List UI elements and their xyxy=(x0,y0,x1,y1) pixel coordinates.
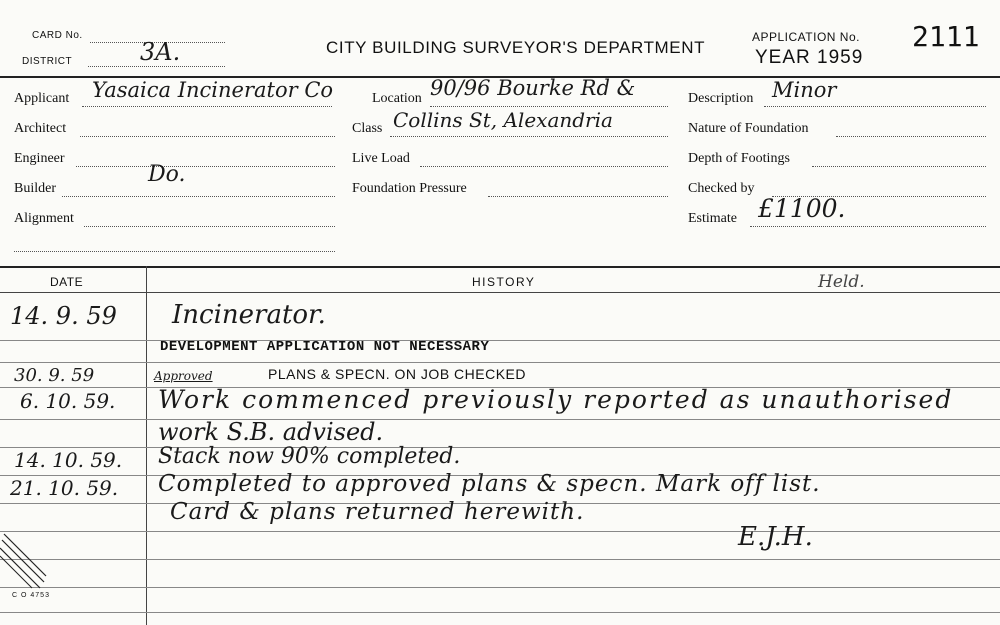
class-value: Collins St, Alexandria xyxy=(393,108,613,132)
architect-line xyxy=(80,136,335,137)
date-column-divider xyxy=(146,266,147,625)
checked-by-label: Checked by xyxy=(688,181,755,196)
application-no-label: APPLICATION No. xyxy=(752,30,860,44)
form-code: C O 4753 xyxy=(12,592,50,599)
description-line xyxy=(764,106,986,107)
depth-of-footings-label: Depth of Footings xyxy=(688,151,790,166)
year-label: YEAR 1959 xyxy=(755,47,864,68)
location-label: Location xyxy=(372,91,422,106)
row-line-2 xyxy=(0,362,1000,363)
district-label: DISTRICT xyxy=(22,56,73,67)
description-value: Minor xyxy=(772,78,837,102)
entry-text: Work commenced previously reported as unauthorised xyxy=(158,385,954,414)
builder-value: Do. xyxy=(148,162,186,187)
department-title: CITY BUILDING SURVEYOR'S DEPARTMENT xyxy=(326,38,706,57)
applicant-value: Yasaica Incinerator Co xyxy=(92,78,334,102)
initials-signature: E.J.H. xyxy=(738,522,813,552)
engineer-line xyxy=(76,166,335,167)
live-load-line xyxy=(420,166,668,167)
district-value: 3A. xyxy=(140,38,181,66)
date-header: DATE xyxy=(50,275,84,289)
entry-stamp: PLANS & SPECN. ON JOB CHECKED xyxy=(268,366,527,382)
location-value: 90/96 Bourke Rd & xyxy=(430,76,636,100)
corner-hatch-marks xyxy=(0,530,50,590)
description-label: Description xyxy=(688,91,754,106)
builder-label: Builder xyxy=(14,181,56,196)
foundation-pressure-label: Foundation Pressure xyxy=(352,181,467,196)
entry-text: work S.B. advised. xyxy=(158,418,384,446)
architect-label: Architect xyxy=(14,121,67,136)
entry-text: Card & plans returned herewith. xyxy=(170,499,585,525)
entry-date: 30. 9. 59 xyxy=(14,365,95,386)
row-line-8 xyxy=(0,531,1000,532)
card-no-label: CARD No. xyxy=(32,30,83,41)
nature-of-foundation-line xyxy=(836,136,986,137)
row-line-9 xyxy=(0,559,1000,560)
alignment-label: Alignment xyxy=(14,211,74,226)
entry-prefix: Approved xyxy=(154,369,213,383)
row-line-1 xyxy=(0,340,1000,341)
engineer-label: Engineer xyxy=(14,151,65,166)
history-header: HISTORY xyxy=(472,275,536,289)
applicant-line xyxy=(82,106,332,107)
entry-date: 6. 10. 59. xyxy=(20,389,116,413)
district-line xyxy=(88,66,225,67)
builder-line xyxy=(62,196,335,197)
depth-of-footings-line xyxy=(812,166,986,167)
history-header-rule xyxy=(0,292,1000,293)
entry-text: Incinerator. xyxy=(172,300,326,330)
entry-stamp: DEVELOPMENT APPLICATION NOT NECESSARY xyxy=(160,339,490,355)
applicant-label: Applicant xyxy=(14,91,70,106)
held-note: Held. xyxy=(818,272,865,292)
entry-date: 21. 10. 59. xyxy=(10,476,119,500)
row-line-10 xyxy=(0,587,1000,588)
history-top-rule xyxy=(0,266,1000,268)
foundation-pressure-line xyxy=(488,196,668,197)
row-line-5 xyxy=(0,447,1000,448)
live-load-label: Live Load xyxy=(352,151,410,166)
class-label: Class xyxy=(352,121,383,136)
row-line-11 xyxy=(0,612,1000,613)
estimate-label: Estimate xyxy=(688,211,737,226)
nature-of-foundation-label: Nature of Foundation xyxy=(688,121,809,136)
class-line xyxy=(390,136,668,137)
entry-text: Completed to approved plans & specn. Mark off list. xyxy=(158,471,821,497)
entry-date: 14. 10. 59. xyxy=(14,448,123,472)
extra-line-left xyxy=(14,251,335,252)
row-line-4 xyxy=(0,419,1000,420)
estimate-line xyxy=(750,226,986,227)
location-line xyxy=(430,106,668,107)
estimate-value: £1100. xyxy=(758,194,846,223)
application-no-value: 2111 xyxy=(912,20,980,53)
alignment-line xyxy=(84,226,335,227)
entry-text: Stack now 90% completed. xyxy=(158,444,461,469)
entry-date: 14. 9. 59 xyxy=(10,302,117,330)
